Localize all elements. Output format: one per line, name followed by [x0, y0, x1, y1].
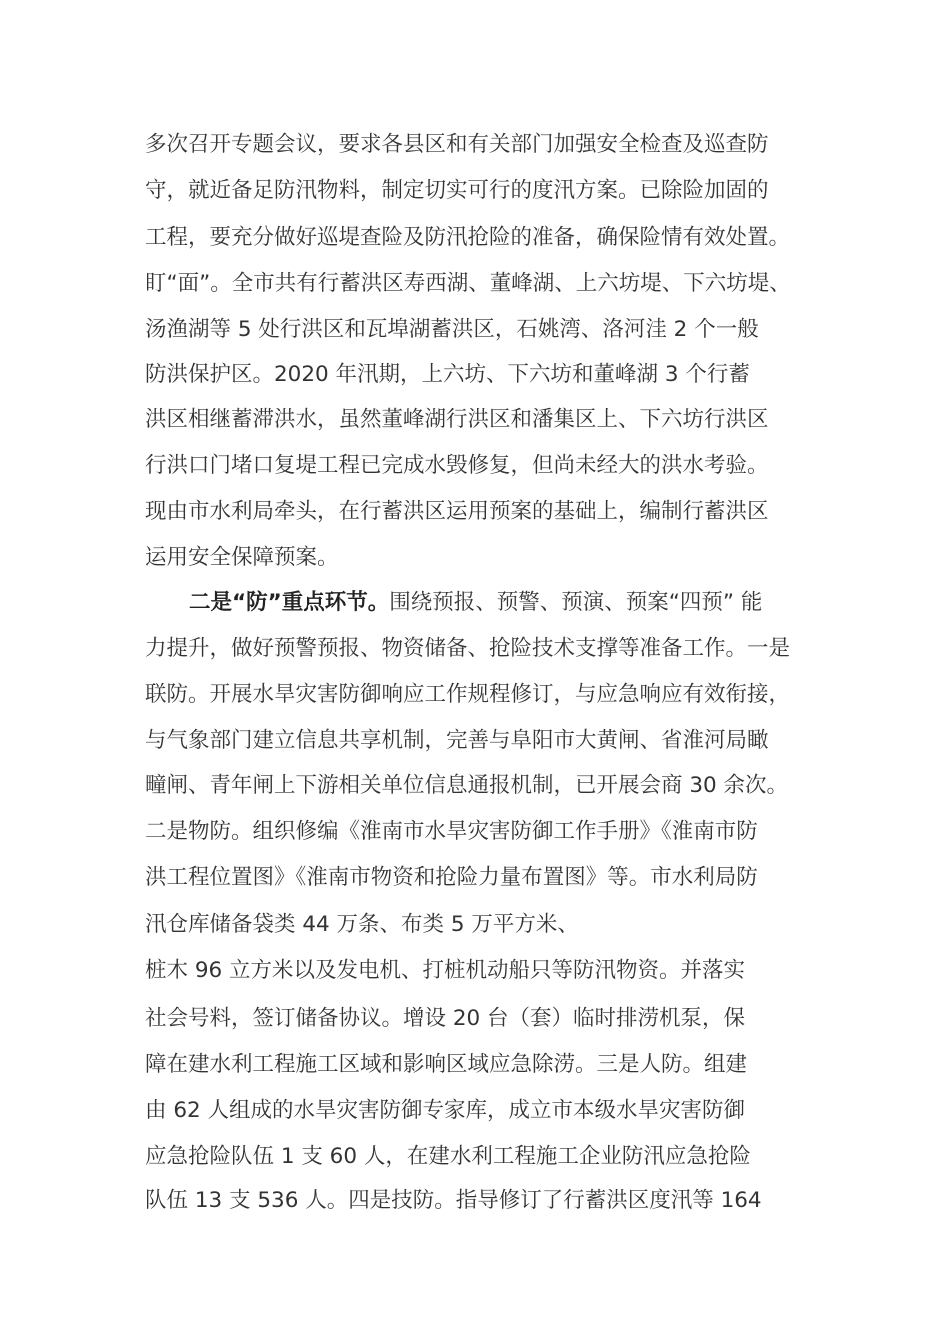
- text-line: 洪区相继蓄滞洪水，虽然董峰湖行洪区和潘集区上、下六坊行洪区: [145, 407, 769, 432]
- text-line: 障在建水利工程施工区域和影响区域应急除涝。三是人防。组建: [145, 1052, 748, 1077]
- text-line: 队伍 13 支 536 人。四是技防。指导修订了行蓄洪区度汛等 164: [145, 1188, 762, 1213]
- text-line: 汛仓库储备袋类 44 万条、布类 5 万平方米、: [145, 912, 579, 937]
- text-line: 现由市水利局牵头，在行蓄洪区运用预案的基础上，编制行蓄洪区: [145, 499, 769, 524]
- paragraph-first-line: [189, 589, 762, 617]
- text-line: 疃闸、青年闸上下游相关单位信息通报机制，已开展会商 30 余次。: [145, 773, 789, 798]
- section-heading: 二是“防”重点环节。: [189, 590, 390, 615]
- text-span: 围绕预报、预警、预演、预案“四预” 能: [389, 590, 763, 615]
- text-line: 行洪口门堵口复堤工程已完成水毁修复，但尚未经大的洪水考验。: [145, 453, 769, 478]
- text-line: 二是物防。组织修编《淮南市水旱灾害防御工作手册》《淮南市防: [145, 819, 758, 844]
- text-line: 工程，要充分做好巡堤查险及防汛抢险的准备，确保险情有效处置。: [145, 225, 791, 250]
- text-line: 桩木 96 立方米以及发电机、打桩机动船只等防汛物资。并落实: [145, 958, 746, 983]
- text-line: 力提升，做好预警预报、物资储备、抢险技术支撑等准备工作。一是: [145, 636, 791, 661]
- text-line: 运用安全保障预案。: [145, 545, 339, 570]
- text-line: 汤渔湖等 5 处行洪区和瓦埠湖蓄洪区，石姚湾、洛河洼 2 个一般: [145, 317, 759, 342]
- text-line: 守，就近备足防汛物料，制定切实可行的度汛方案。已除险加固的: [145, 178, 769, 203]
- text-line: 洪工程位置图》《淮南市物资和抢险力量布置图》等。市水利局防: [145, 865, 758, 890]
- text-line: 多次召开专题会议，要求各县区和有关部门加强安全检查及巡查防: [145, 132, 769, 157]
- text-line: 由 62 人组成的水旱灾害防御专家库，成立市本级水旱灾害防御: [145, 1098, 746, 1123]
- text-line: 与气象部门建立信息共享机制，完善与阜阳市大黄闸、省淮河局瞰: [145, 728, 769, 753]
- text-line: 防洪保护区。2020 年汛期，上六坊、下六坊和董峰湖 3 个行蓄: [145, 362, 750, 387]
- text-line: 应急抢险队伍 1 支 60 人，在建水利工程施工企业防汛应急抢险: [145, 1144, 751, 1169]
- text-line: 社会号料，签订储备协议。增设 20 台（套）临时排涝机泵，保: [145, 1006, 746, 1031]
- text-line: 联防。开展水旱灾害防御响应工作规程修订，与应急响应有效衔接，: [145, 682, 791, 707]
- text-line: 盯“面”。全市共有行蓄洪区寿西湖、董峰湖、上六坊堤、下六坊堤、: [145, 271, 791, 296]
